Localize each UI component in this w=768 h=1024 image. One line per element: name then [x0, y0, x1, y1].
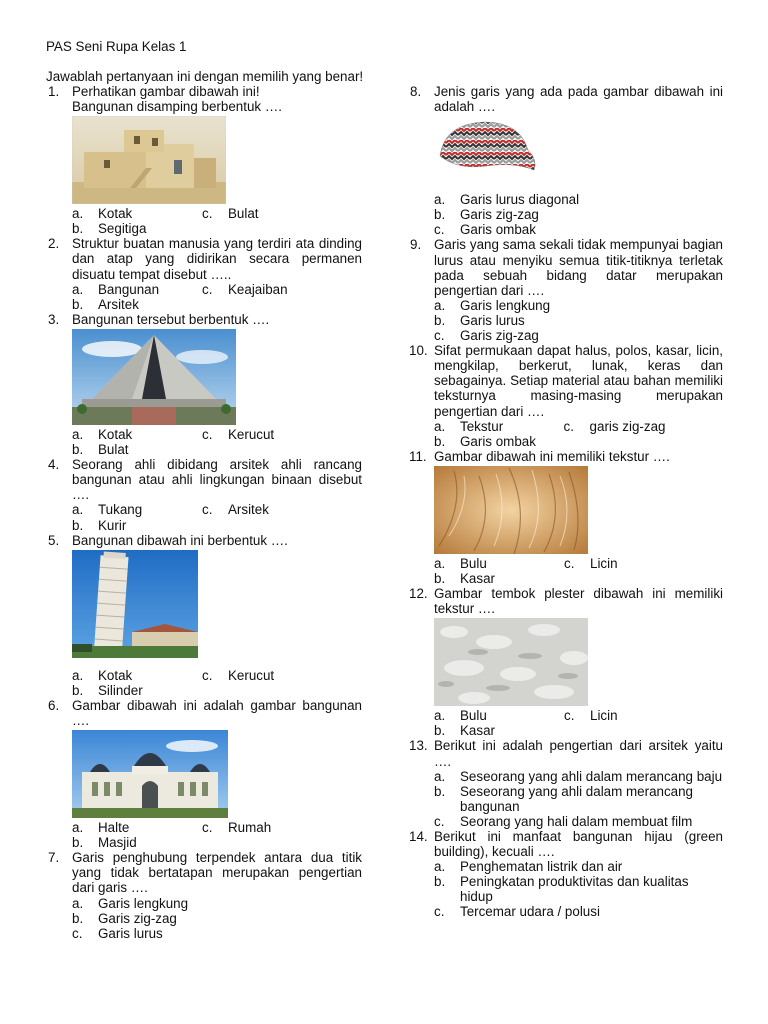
options-q3	[48, 427, 362, 457]
page-title: PAS Seni Rupa Kelas 1	[46, 39, 187, 54]
question-number: 11.	[409, 448, 427, 464]
option-c[interactable]: c. Licin	[564, 555, 618, 571]
options-q4	[48, 502, 362, 532]
option-b[interactable]: b. Bulat	[72, 442, 129, 458]
question-number: 10.	[409, 343, 428, 359]
desert-house-photo	[72, 116, 226, 204]
question-2	[48, 236, 362, 281]
option-b[interactable]: b. Silinder	[72, 682, 143, 698]
option-a[interactable]: a. Bulu	[434, 708, 487, 724]
option-b[interactable]: b. Garis ombak	[434, 433, 536, 449]
question-number: 1.	[48, 84, 60, 99]
question-number: 13.	[409, 738, 428, 754]
question-4	[48, 457, 362, 502]
question-6	[48, 698, 362, 728]
question-text: Sifat permukaan dapat halus, polos, kasar, licin, mengkilap, berkerut, lunak, keras dan sebagainya. Setiap material atau bahan memiliki teksturnya masing-masing merupakan pengertian dari ….	[434, 343, 723, 419]
left-column	[48, 84, 362, 941]
option-c[interactable]: c. Tercemar udara / polusi	[434, 904, 600, 920]
option-c[interactable]: c. Seorang yang hali dalam membuat film	[434, 813, 693, 829]
fur-texture-photo	[434, 466, 588, 554]
question-11	[410, 449, 723, 464]
options-q12	[410, 708, 723, 738]
option-c[interactable]: c. Licin	[564, 708, 618, 724]
question-number: 3.	[48, 311, 60, 327]
option-c[interactable]: c. Arsitek	[202, 502, 269, 518]
options-q13	[410, 769, 723, 829]
question-text: Seorang ahli dibidang arsitek ahli rancang bangunan atau ahli lingkungan binaan disebut ….	[72, 457, 362, 503]
option-c[interactable]: c. Kerucut	[202, 667, 275, 683]
question-text: Gambar tembok plester dibawah ini memiliki tekstur ….	[434, 586, 723, 617]
option-c[interactable]: c. Rumah	[202, 820, 272, 836]
question-13	[410, 738, 723, 768]
question-text: Gambar dibawah ini adalah gambar bangunan ….	[72, 697, 362, 728]
option-b[interactable]: b. Segitiga	[72, 221, 147, 237]
instruction-text: Jawablah pertanyaan ini dengan memilih yang benar!	[46, 69, 364, 84]
option-b[interactable]: b. Kasar	[434, 723, 495, 739]
question-text: Garis yang sama sekali tidak mempunyai bagian lurus atau menyiku semua titik-titiknya terletak pada sebuah bidang datar merupakan pengertian dari ….	[434, 237, 723, 298]
question-10	[410, 343, 723, 418]
option-a[interactable]: a. Kotak	[72, 426, 133, 442]
option-a[interactable]: a. Halte	[72, 820, 130, 836]
option-b[interactable]: b. Seseorang yang ahli dalam merancang bangunan	[434, 783, 693, 814]
question-number: 8.	[410, 84, 422, 99]
question-3	[48, 312, 362, 327]
option-b[interactable]: b. Peningkatan produktivitas dan kualitas hidup	[434, 874, 689, 905]
option-a[interactable]: a. Kotak	[72, 667, 133, 683]
question-text: Garis penghubung terpendek antara dua titik yang tidak bertatapan merupakan pengertian dari garis ….	[72, 850, 362, 896]
option-b[interactable]: b. Masjid	[72, 835, 137, 851]
option-a[interactable]: a. Tukang	[72, 502, 143, 518]
option-c[interactable]: c. Garis ombak	[434, 222, 536, 238]
option-c[interactable]: c. garis zig-zag	[563, 418, 666, 434]
option-a[interactable]: a. Garis lurus diagonal	[434, 192, 580, 208]
question-9	[410, 237, 723, 297]
option-a[interactable]: a. Penghematan listrik dan air	[434, 859, 623, 875]
question-text: Gambar dibawah ini memiliki tekstur ….	[434, 448, 670, 464]
option-c[interactable]: c. Keajaiban	[202, 281, 288, 297]
option-b[interactable]: b. Arsitek	[72, 296, 139, 312]
options-q9	[410, 298, 723, 343]
question-text: Struktur buatan manusia yang terdiri ata dinding dan atap yang didirikan secara permanen disuatu tempat disebut …..	[72, 236, 362, 282]
question-number: 6.	[48, 697, 60, 713]
option-c[interactable]: c. Garis zig-zag	[434, 328, 539, 344]
mosque-photo	[72, 730, 228, 818]
question-14	[410, 829, 723, 859]
question-text: Bangunan tersebut berbentuk ….	[72, 311, 270, 327]
option-c[interactable]: c. Garis lurus	[72, 925, 163, 941]
question-5	[48, 533, 362, 548]
option-b[interactable]: b. Kasar	[434, 570, 495, 586]
options-q1	[48, 206, 362, 236]
option-b[interactable]: b. Garis lurus	[434, 312, 525, 328]
option-c[interactable]: c. Kerucut	[202, 426, 275, 442]
question-text: Berikut ini manfaat bangunan hijau (green building), kecuali ….	[434, 829, 723, 860]
zigzag-hat-photo	[434, 116, 540, 184]
question-text: Jenis garis yang ada pada gambar dibawah ini adalah ….	[434, 84, 723, 115]
question-text: Berikut ini adalah pengertian dari arsitek yaitu ….	[434, 738, 723, 769]
option-a[interactable]: a. Bangunan	[72, 281, 160, 297]
question-text: Bangunan dibawah ini berbentuk ….	[72, 532, 288, 548]
options-q6	[48, 820, 362, 850]
option-a[interactable]: a. Seseorang yang ahli dalam merancang baju	[434, 768, 723, 784]
leaning-tower-photo	[72, 550, 198, 658]
options-q2	[48, 282, 362, 312]
question-text: Perhatikan gambar dibawah ini!	[72, 84, 260, 99]
option-a[interactable]: a. Garis lengkung	[434, 297, 551, 313]
question-8	[410, 84, 723, 114]
options-q10	[410, 419, 723, 449]
question-7	[48, 850, 362, 895]
question-number: 14.	[409, 829, 428, 844]
question-number: 5.	[48, 532, 60, 548]
options-q7	[48, 896, 362, 941]
option-b[interactable]: b. Garis zig-zag	[434, 207, 539, 223]
question-number: 9.	[410, 237, 422, 253]
option-b[interactable]: b. Kurir	[72, 517, 127, 533]
option-a[interactable]: a. Tekstur	[434, 418, 504, 434]
option-a[interactable]: a. Garis lengkung	[72, 895, 189, 911]
question-12	[410, 586, 723, 616]
options-q8	[410, 192, 723, 237]
pyramid-monument-photo	[72, 329, 236, 425]
option-b[interactable]: b. Garis zig-zag	[72, 910, 177, 926]
options-q11	[410, 556, 723, 586]
option-a[interactable]: a. Kotak	[72, 206, 133, 222]
question-number: 12.	[409, 586, 428, 602]
question-number: 2.	[48, 236, 60, 252]
question-number: 7.	[48, 850, 60, 866]
question-1	[48, 84, 362, 114]
right-column	[410, 84, 723, 920]
question-text: Bangunan disamping berbentuk ….	[72, 99, 282, 115]
question-number: 4.	[48, 457, 60, 473]
options-q14	[410, 859, 723, 919]
option-c[interactable]: c. Bulat	[202, 206, 259, 222]
option-a[interactable]: a. Bulu	[434, 555, 487, 571]
plaster-wall-photo	[434, 618, 588, 706]
options-q5	[48, 668, 362, 698]
